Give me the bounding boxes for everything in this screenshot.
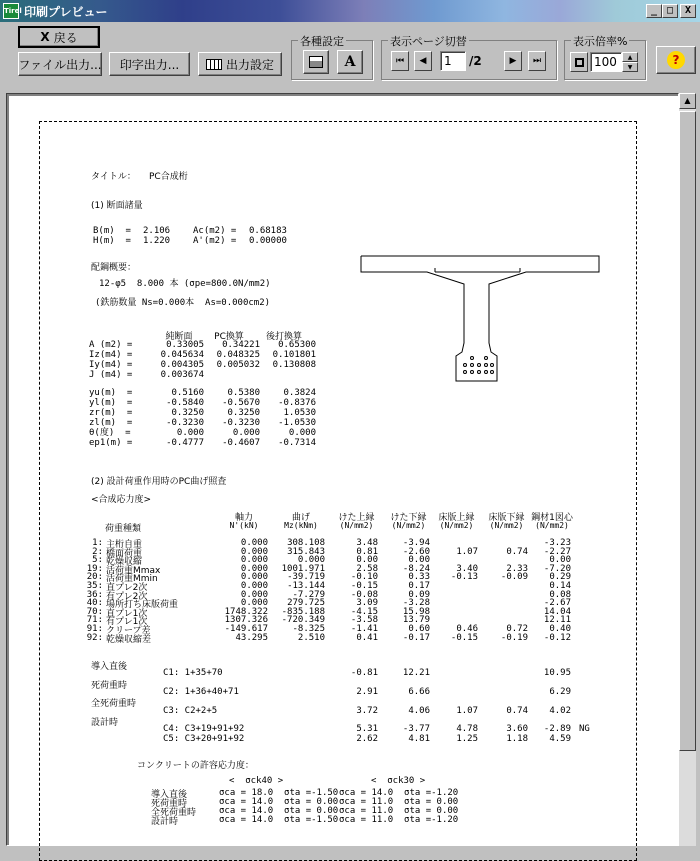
- col-header-title: 床版上縁: [438, 513, 475, 523]
- case-value: -2.89: [543, 724, 571, 734]
- load-name: 直プレ2次: [106, 583, 148, 593]
- prop-value: 0.003674: [160, 370, 204, 380]
- font-icon: A: [344, 54, 356, 70]
- col-header-unit: N'(kN): [229, 521, 259, 530]
- vertical-scrollbar[interactable]: [679, 93, 696, 846]
- allow-ck30: σca = 11.0 σta =-1.20: [339, 815, 459, 825]
- col-header-unit: (N/mm2): [339, 521, 374, 530]
- load-value: 0.000: [240, 563, 268, 574]
- load-value: 43.295: [235, 632, 268, 643]
- case-value: 10.95: [543, 668, 571, 678]
- prop-value: 0.004305: [160, 360, 204, 370]
- load-no: 36:: [86, 589, 103, 600]
- case-value: 1.18: [506, 734, 528, 744]
- prop-label: yu(m) =: [89, 388, 133, 398]
- load-value: 0.33: [408, 572, 430, 583]
- back-button[interactable]: [18, 26, 100, 48]
- case-combo: C5: C3+20+91+92: [163, 734, 245, 744]
- load-name: 乾燥収縮: [106, 557, 143, 568]
- col-header-unit: (N/mm2): [535, 521, 569, 530]
- load-value: -149.617: [224, 624, 268, 634]
- zoom-down-icon: ▼: [627, 63, 633, 71]
- load-value: 0.14: [549, 581, 571, 591]
- prop-label: A (m2) =: [89, 340, 133, 350]
- case-value: -3.77: [402, 724, 430, 734]
- prop-value: 0.5380: [227, 388, 260, 398]
- h-value: 1.220: [143, 236, 171, 246]
- prop-value: 0.000: [288, 428, 316, 438]
- page-group-label: 表示ページ切替: [390, 35, 467, 48]
- load-value: 315.843: [287, 546, 325, 557]
- section1-header: (1) 断面諸量: [91, 201, 143, 211]
- load-value: 0.08: [549, 589, 571, 600]
- load-value: -0.13: [450, 572, 478, 583]
- case-combo: C3: C2+2+5: [163, 706, 218, 716]
- load-value: -720.349: [281, 615, 325, 626]
- load-value: -4.15: [350, 606, 378, 617]
- tendon-dots: [464, 357, 494, 374]
- prop-value: 0.101801: [272, 350, 316, 360]
- load-no: 40:: [86, 598, 103, 609]
- load-name: 有プレ2次: [106, 591, 148, 602]
- ac-label: Ac(m2) =: [193, 226, 237, 236]
- next-page-icon: ▶: [509, 56, 517, 66]
- col-header-title: 鋼材1図心: [531, 513, 573, 523]
- load-value: 0.72: [506, 624, 528, 634]
- print-output-button[interactable]: 印字出力...: [109, 52, 190, 76]
- zoom-input[interactable]: 100: [590, 52, 622, 72]
- load-value: -3.28: [402, 598, 430, 609]
- load-value: 0.000: [240, 581, 268, 591]
- col-header-unit: Mz(kNm): [284, 521, 318, 530]
- col-header-unit: (N/mm2): [391, 521, 426, 530]
- case-value: 4.59: [549, 734, 571, 744]
- case-label: 設計時: [91, 718, 119, 728]
- allow-col-ck40: < σck40 >: [229, 776, 284, 786]
- load-value: 0.40: [549, 624, 571, 634]
- load-name: クリープ差: [106, 626, 151, 636]
- load-value: -835.188: [281, 606, 325, 617]
- load-value: 1748.322: [224, 606, 268, 617]
- prop-value: 0.130808: [272, 360, 316, 370]
- next-page-button[interactable]: [504, 51, 522, 71]
- load-value: -0.19: [500, 632, 528, 643]
- prop-label: Iy(m4) =: [89, 360, 133, 370]
- case-combo: C1: 1+35+70: [163, 668, 223, 678]
- load-value: 14.04: [543, 606, 571, 617]
- zoom-fit-icon: [575, 58, 584, 67]
- load-name: 活荷重Mmax: [106, 565, 161, 576]
- case-combo: C2: 1+36+40+71: [163, 687, 239, 697]
- case-value: 6.29: [549, 687, 571, 697]
- load-value: 0.00: [549, 555, 571, 566]
- title-bar: [0, 0, 700, 22]
- last-page-icon: ⏭: [532, 56, 542, 66]
- page-number-input[interactable]: 1: [440, 51, 466, 71]
- prev-page-button[interactable]: [414, 51, 432, 71]
- last-page-button[interactable]: [528, 51, 546, 71]
- load-value: -39.719: [287, 572, 325, 583]
- prop-value: 0.045634: [160, 350, 204, 360]
- load-no: 2:: [92, 546, 103, 557]
- prop-value: -0.4777: [166, 438, 204, 448]
- preview-page: [9, 96, 678, 845]
- load-name: 主桁自重: [106, 540, 143, 550]
- case-value: 3.60: [506, 724, 528, 734]
- allow-label: 導入直後: [151, 790, 188, 800]
- allow-ck40: σca = 14.0 σta =-1.50: [219, 815, 339, 825]
- prop-label: zr(m) =: [89, 408, 133, 418]
- case-value: 2.62: [356, 734, 378, 744]
- app-icon: Tirel: [3, 3, 19, 19]
- allow-ck30: σca = 11.0 σta = 0.00: [339, 797, 459, 807]
- load-value: -3.58: [350, 615, 378, 626]
- case-value: 3.72: [356, 706, 378, 716]
- section-outline: [361, 256, 599, 381]
- allow-col-ck30: < σck30 >: [371, 776, 426, 786]
- zoom-fit-button[interactable]: [570, 52, 588, 72]
- case-value: 1.07: [456, 706, 478, 716]
- load-no: 92:: [86, 632, 103, 643]
- prop-value: -0.3230: [166, 418, 204, 428]
- allow-label: 設計時: [151, 817, 179, 827]
- load-no: 1:: [92, 538, 103, 548]
- prop-value: 1.0530: [283, 408, 316, 418]
- cross-section-diagram: [359, 251, 609, 396]
- rebar-line: 12-φ5 8.000 本 (σpe=800.0N/mm2): [99, 279, 271, 289]
- load-no: 5:: [92, 555, 103, 566]
- load-value: 2.510: [297, 632, 325, 643]
- prop-value: -0.4607: [222, 438, 260, 448]
- case-value: 6.66: [408, 687, 430, 697]
- minimize-button[interactable]: _: [646, 4, 662, 18]
- prop-value: 0.3250: [227, 408, 260, 418]
- load-value: 0.000: [240, 589, 268, 600]
- printer-setup-button[interactable]: [303, 50, 329, 74]
- load-value: -0.15: [350, 581, 378, 591]
- load-value: 1.07: [456, 546, 478, 557]
- load-value: 12.11: [543, 615, 571, 626]
- load-value: -7.20: [543, 563, 571, 574]
- load-value: -0.09: [500, 572, 528, 583]
- prop-header-net: 純断面: [165, 332, 193, 342]
- rebar-header: 配鋼概要：: [91, 263, 137, 273]
- allowable-title: コンクリートの許容応力度：: [137, 761, 254, 771]
- load-value: 0.00: [408, 555, 430, 566]
- case-value: 12.21: [402, 668, 430, 678]
- load-value: 0.000: [240, 538, 268, 548]
- load-name: 直プレ1次: [106, 608, 148, 619]
- scroll-thumb[interactable]: [679, 111, 696, 751]
- a-label: A'(m2) =: [193, 236, 237, 246]
- prop-value: -0.5840: [166, 398, 204, 408]
- load-value: 0.000: [240, 598, 268, 609]
- load-value: -0.15: [450, 632, 478, 643]
- prop-value: 0.000: [232, 428, 260, 438]
- load-value: 0.29: [549, 572, 571, 583]
- section2-header: (2) 設計荷重作用時のPC曲げ照査: [91, 477, 227, 487]
- load-value: -0.12: [543, 632, 571, 643]
- load-value: 1307.326: [224, 615, 268, 626]
- load-name: 活荷重Mmin: [106, 574, 158, 585]
- load-name: 有プレ1次: [106, 617, 148, 628]
- load-value: 308.108: [287, 538, 325, 548]
- settings-group-label: 各種設定: [300, 35, 344, 48]
- prop-value: 0.33005: [166, 340, 204, 350]
- prop-value: -0.7314: [278, 438, 316, 448]
- load-value: -0.10: [350, 572, 378, 583]
- load-value: 279.725: [287, 598, 325, 609]
- x-icon: X: [40, 30, 50, 44]
- load-value: 3.09: [356, 598, 378, 609]
- load-value: 3.48: [356, 538, 378, 548]
- prop-label: yl(m) =: [89, 398, 133, 408]
- prop-value: -0.3230: [222, 418, 260, 428]
- prop-header-pc: PC換算: [214, 332, 244, 342]
- first-page-icon: ⏮: [395, 56, 405, 66]
- load-value: 0.000: [240, 546, 268, 557]
- col-header-title: 曲げ: [291, 513, 310, 523]
- load-name: 乾燥収縮差: [106, 634, 152, 645]
- load-value: -3.94: [402, 538, 430, 548]
- load-type-header: 荷重種類: [105, 524, 142, 534]
- load-value: 3.40: [456, 563, 478, 574]
- case-value: 4.06: [408, 706, 430, 716]
- zoom-up-icon: ▲: [627, 53, 633, 61]
- preview-viewport[interactable]: [6, 93, 679, 846]
- combined-stress-label: <合成応力度>: [91, 495, 152, 505]
- load-value: 2.33: [506, 563, 528, 574]
- prop-value: 0.005032: [216, 360, 260, 370]
- back-label: 戻る: [53, 30, 78, 45]
- output-settings-button[interactable]: [198, 52, 282, 76]
- load-no: 20:: [86, 572, 103, 583]
- load-value: 0.000: [297, 555, 325, 566]
- load-value: -2.60: [402, 546, 430, 557]
- title-label: タイトル：: [91, 172, 136, 182]
- load-value: -1.41: [350, 624, 378, 634]
- allow-ck40: σca = 18.0 σta =-1.50: [219, 788, 339, 798]
- load-no: 70:: [86, 606, 103, 617]
- prop-value: 0.65300: [278, 340, 316, 350]
- prev-page-icon: ◀: [419, 56, 427, 66]
- title-value: PC合成桁: [149, 172, 188, 182]
- load-value: -8.325: [292, 624, 325, 634]
- settings-table-icon: [206, 59, 222, 70]
- case-value: 2.91: [356, 687, 378, 697]
- load-no: 35:: [86, 581, 103, 591]
- scroll-up-icon[interactable]: ▲: [679, 93, 696, 109]
- load-value: -0.17: [402, 632, 430, 643]
- zoom-down-button[interactable]: [622, 62, 638, 72]
- case-label: 死荷重時: [91, 681, 128, 691]
- load-value: 0.09: [408, 589, 430, 600]
- load-value: 0.74: [506, 546, 528, 557]
- prop-header-post: 後打換算: [265, 332, 302, 342]
- col-header-unit: (N/mm2): [489, 521, 524, 530]
- output-settings-label: 出力設定: [225, 57, 274, 72]
- case-value: -0.81: [350, 668, 378, 678]
- prop-value: 0.048325: [216, 350, 260, 360]
- prop-value: 0.000: [176, 428, 204, 438]
- load-no: 71:: [86, 615, 103, 626]
- load-value: -0.08: [350, 589, 378, 600]
- maximize-button[interactable]: □: [662, 4, 678, 18]
- case-value: 0.74: [506, 706, 528, 716]
- zoom-up-button[interactable]: [622, 52, 638, 62]
- col-header-title: 床版下縁: [488, 513, 525, 523]
- load-value: 0.17: [408, 581, 430, 591]
- h-label: H(m) =: [93, 236, 131, 246]
- help-icon: ?: [667, 51, 685, 69]
- page-total: /2: [469, 54, 482, 68]
- load-value: 0.000: [240, 555, 268, 566]
- load-value: 1001.971: [281, 563, 325, 574]
- prop-value: 0.3250: [171, 408, 204, 418]
- case-value: 4.02: [549, 706, 571, 716]
- load-value: 0.46: [456, 624, 478, 634]
- load-value: -8.24: [402, 563, 430, 574]
- load-name: 場所打ち床版荷重: [106, 600, 179, 611]
- prop-label: J (m4) =: [89, 370, 133, 380]
- col-header-title: 軸力: [234, 513, 253, 523]
- load-value: 0.60: [408, 624, 430, 634]
- load-value: 0.41: [356, 632, 378, 643]
- prop-label: θ(度) =: [89, 428, 131, 438]
- b-label: B(m) =: [93, 226, 131, 236]
- case-value: 4.78: [456, 724, 478, 734]
- zoom-group-label: 表示倍率%: [573, 35, 628, 48]
- case-combo: C4: C3+19+91+92: [163, 724, 245, 734]
- a-value: 0.00000: [249, 236, 287, 246]
- window-title: 印刷プレビュー: [24, 5, 108, 19]
- close-button[interactable]: X: [680, 4, 696, 18]
- load-value: -3.23: [543, 538, 571, 548]
- prop-label: Iz(m4) =: [89, 350, 133, 360]
- load-value: 0.000: [240, 572, 268, 583]
- allow-ck40: σca = 14.0 σta = 0.00: [219, 806, 339, 816]
- load-no: 19:: [86, 563, 103, 574]
- load-value: -13.144: [287, 581, 325, 591]
- allow-label: 死荷重時: [151, 799, 188, 809]
- prop-value: -1.0530: [278, 418, 316, 428]
- case-label: 導入直後: [91, 662, 128, 672]
- load-value: 0.81: [356, 546, 378, 557]
- load-value: 15.98: [402, 606, 430, 617]
- help-button[interactable]: [656, 46, 696, 74]
- col-header-title: けた上縁: [338, 513, 375, 523]
- load-value: -7.279: [292, 589, 325, 600]
- case-value: 4.81: [408, 734, 430, 744]
- allow-ck30: σca = 14.0 σta =-1.20: [339, 788, 459, 798]
- prop-value: -0.5670: [222, 398, 260, 408]
- col-header-title: けた下縁: [390, 513, 427, 523]
- load-value: -2.27: [543, 546, 571, 557]
- prop-value: 0.34221: [222, 340, 260, 350]
- case-label: 全死荷重時: [91, 699, 137, 709]
- printer-icon: [309, 56, 323, 68]
- prop-value: -0.8376: [278, 398, 316, 408]
- prop-value: 0.5160: [171, 388, 204, 398]
- load-value: 0.00: [356, 555, 378, 566]
- prop-value: 0.3824: [283, 388, 316, 398]
- rebar-note: (鉄筋数量 Ns=0.000本 As=0.000cm2): [95, 298, 271, 308]
- load-no: 91:: [86, 624, 103, 634]
- load-value: -2.67: [543, 598, 571, 609]
- b-value: 2.106: [143, 226, 171, 236]
- case-value: 5.31: [356, 724, 378, 734]
- font-button[interactable]: [337, 50, 363, 74]
- load-value: 13.79: [402, 615, 430, 626]
- first-page-button[interactable]: [391, 51, 409, 71]
- load-name: 橋面荷重: [106, 548, 143, 559]
- ng-flag: NG: [579, 724, 590, 734]
- allow-label: 全死荷重時: [151, 808, 197, 818]
- file-output-button[interactable]: ファイル出力...: [18, 52, 102, 76]
- prop-label: ep1(m) =: [89, 438, 133, 448]
- load-value: 2.58: [356, 563, 378, 574]
- col-header-unit: (N/mm2): [439, 521, 474, 530]
- allow-ck30: σca = 11.0 σta = 0.00: [339, 806, 459, 816]
- ac-value: 0.68183: [249, 226, 287, 236]
- case-value: 1.25: [456, 734, 478, 744]
- prop-label: zl(m) =: [89, 418, 133, 428]
- allow-ck40: σca = 14.0 σta = 0.00: [219, 797, 339, 807]
